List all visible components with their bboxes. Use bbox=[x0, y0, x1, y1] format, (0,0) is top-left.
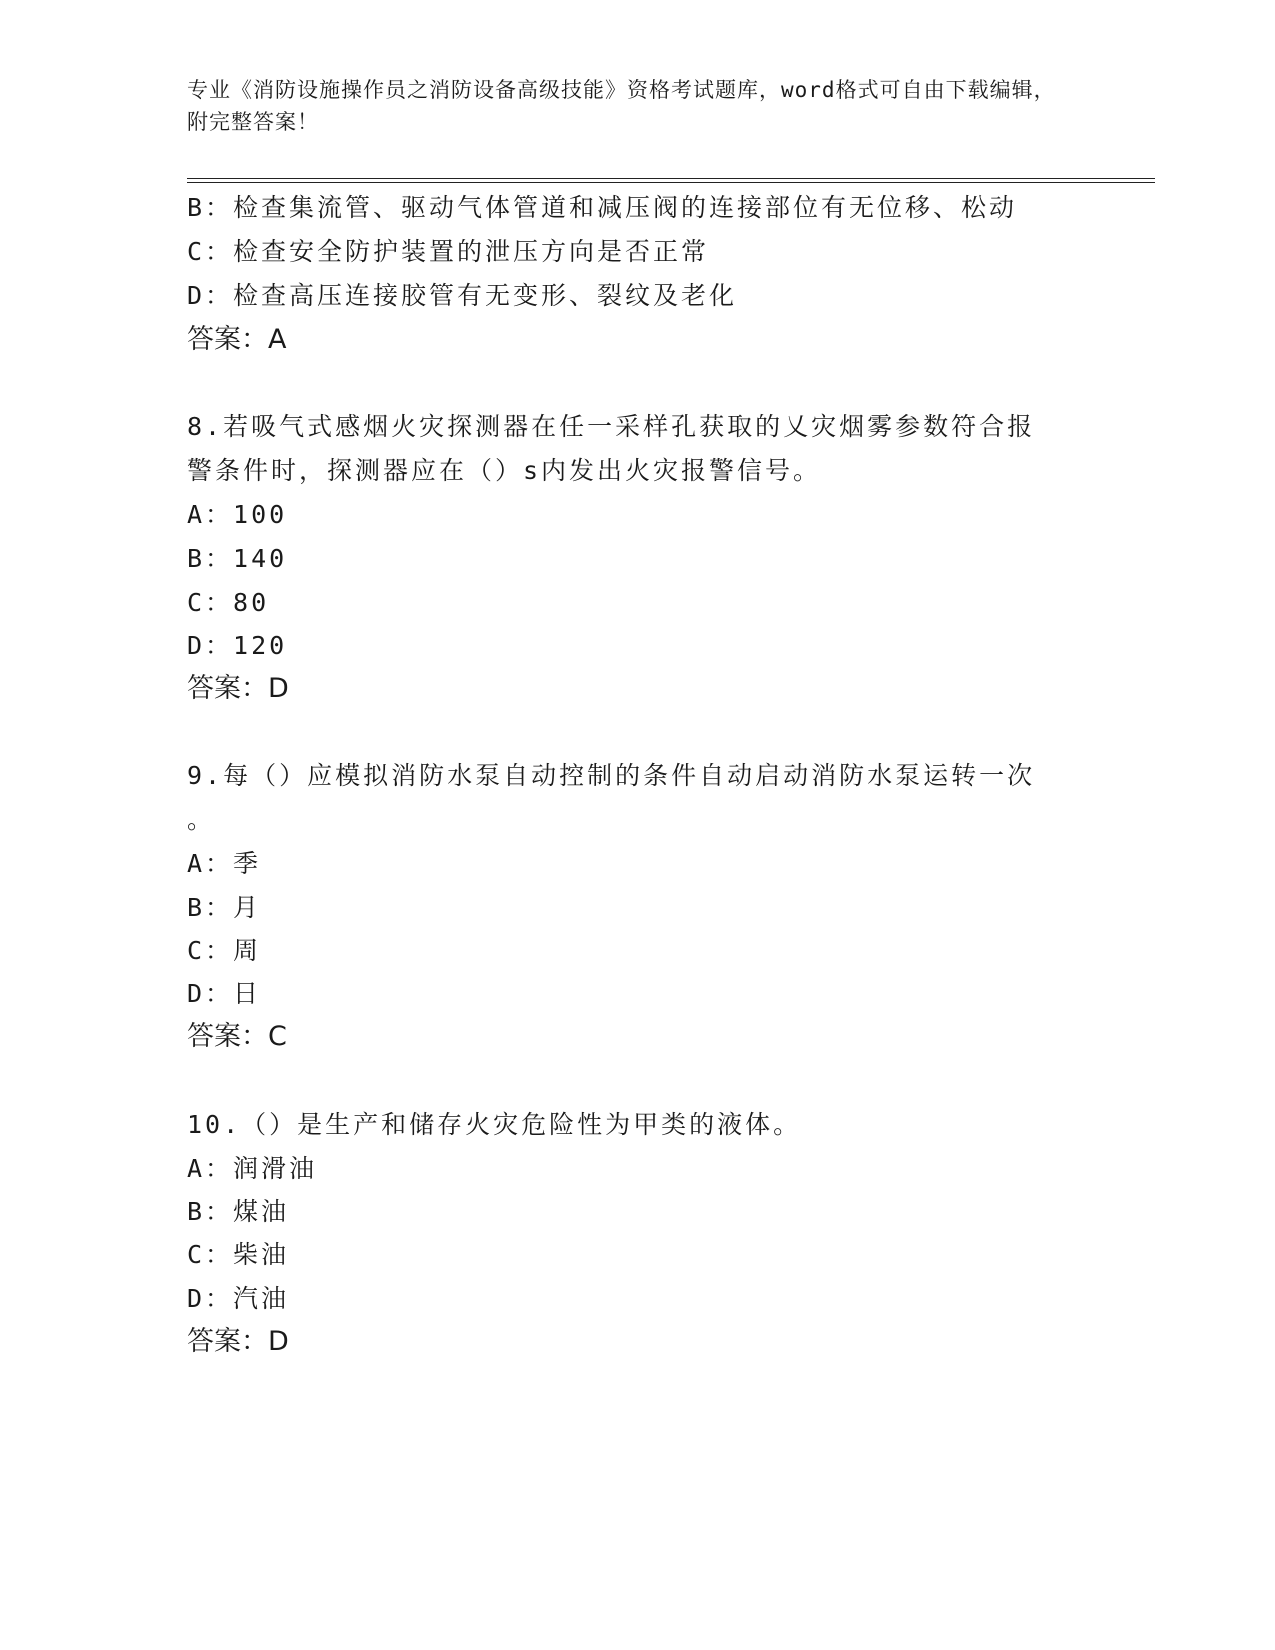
q8-answer: 答案：D bbox=[187, 673, 289, 704]
prev-answer: 答案：A bbox=[187, 324, 287, 355]
document-header: 专业《消防设施操作员之消防设备高级技能》资格考试题库，word格式可自由下载编辑，附完整答案！ bbox=[187, 78, 1056, 134]
q8-stem-line2: 警条件时，探测器应在（）s内发出火灾报警信号。 bbox=[187, 456, 822, 485]
q10-answer: 答案：D bbox=[187, 1326, 289, 1357]
q8-option-c: C：80 bbox=[187, 588, 270, 617]
header-divider-top bbox=[187, 178, 1155, 179]
q10-option-d: D：汽油 bbox=[187, 1284, 290, 1313]
q10-option-b: B：煤油 bbox=[187, 1197, 290, 1226]
q10-option-c: C：柴油 bbox=[187, 1240, 290, 1269]
header-divider-bottom bbox=[187, 182, 1155, 183]
q8-option-a: A：100 bbox=[187, 500, 288, 529]
q9-option-a: A：季 bbox=[187, 849, 262, 878]
q9-option-c: C：周 bbox=[187, 936, 262, 965]
q9-option-b: B：月 bbox=[187, 893, 262, 922]
q9-answer: 答案：C bbox=[187, 1021, 287, 1052]
q8-option-d: D：120 bbox=[187, 631, 288, 660]
q8-option-b: B：140 bbox=[187, 544, 288, 573]
q9-stem-line1: 9.每（）应模拟消防水泵自动控制的条件自动启动消防水泵运转一次 bbox=[187, 761, 1036, 790]
q10-stem-line1: 10.（）是生产和储存火灾危险性为甲类的液体。 bbox=[187, 1110, 802, 1139]
q9-stem-line2: 。 bbox=[187, 805, 216, 834]
prev-option-c: C：检查安全防护装置的泄压方向是否正常 bbox=[187, 237, 710, 266]
q10-option-a: A：润滑油 bbox=[187, 1154, 318, 1183]
q9-option-d: D：日 bbox=[187, 979, 262, 1008]
q8-stem-line1: 8.若吸气式感烟火灾探测器在任一采样孔获取的乂灾烟雾参数符合报 bbox=[187, 412, 1036, 441]
prev-option-d: D：检查高压连接胶管有无变形、裂纹及老化 bbox=[187, 281, 738, 310]
prev-option-b: B：检查集流管、驱动气体管道和减压阀的连接部位有无位移、松动 bbox=[187, 193, 1018, 222]
